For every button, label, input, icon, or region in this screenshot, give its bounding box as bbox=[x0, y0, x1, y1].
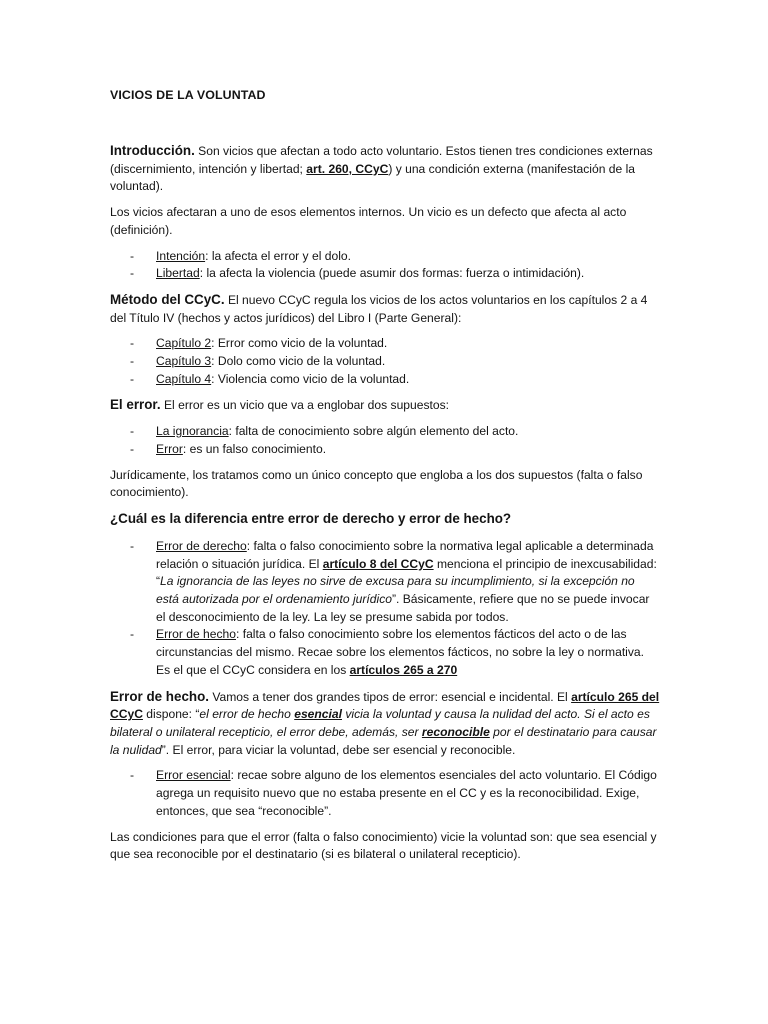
list-text: : Violencia como vicio de la voluntad. bbox=[211, 371, 410, 386]
error-text: El error es un vicio que va a englobar dos supuestos: bbox=[160, 398, 450, 413]
list-item bbox=[110, 441, 660, 459]
metodo-paragraph bbox=[110, 291, 660, 327]
list-text: : la afecta la violencia (puede asumir dos formas: fuerza o intimidación). bbox=[199, 266, 585, 281]
bullet-dash: - bbox=[130, 354, 135, 369]
vicios-paragraph: Los vicios afectaran a uno de esos elementos internos. Un vicio es un defecto que afecta al acto (definición). bbox=[110, 205, 627, 237]
list-term: Error de hecho bbox=[156, 627, 236, 642]
conclusion-paragraph: Las condiciones para que el error (falta o falso conocimiento) vicie la voluntad son: que sea esencial y que sea reconocible por el destinatario (si es bilateral o unilateral recepticio). bbox=[110, 829, 657, 862]
bullet-dash: - bbox=[130, 441, 135, 456]
derecho-text-a: : falta o falso conocimiento sobre la normativa legal aplicable a determinada relación o situación jurídica. El bbox=[156, 538, 654, 571]
chapters-list bbox=[110, 335, 660, 388]
list-term: Error esencial bbox=[156, 768, 231, 783]
error-types-list bbox=[110, 538, 660, 680]
hecho-text-a: Vamos a tener dos grandes tipos de error: esencial e incidental. El bbox=[208, 689, 572, 704]
bullet-dash: - bbox=[130, 248, 135, 263]
metodo-heading: Método del CCyC. bbox=[110, 291, 225, 307]
question-heading: ¿Cuál es la diferencia entre error de derecho y error de hecho? bbox=[110, 510, 512, 526]
bullet-dash: - bbox=[130, 627, 135, 642]
hecho-quote-a: el error de hecho bbox=[199, 707, 295, 722]
hecho-paragraph bbox=[110, 688, 660, 760]
intro-text-a: Son vicios que afectan a todo acto voluntario. Estos tienen tres condiciones externas (discernimiento, intención y libertad; bbox=[110, 144, 653, 176]
list-term: Error de derecho bbox=[156, 538, 247, 553]
intro-heading: Introducción. bbox=[110, 143, 195, 158]
derecho-text-c: ”. Básicamente, refiere que no se puede invocar el desconocimiento de la ley. La ley se presume sabida por todos. bbox=[156, 592, 650, 624]
derecho-text-b: menciona el principio de inexcusabilidad: “ bbox=[156, 556, 657, 589]
list-text: : la afecta el error y el dolo. bbox=[205, 248, 351, 263]
hecho-quote-reconocible: reconocible bbox=[421, 724, 490, 739]
hecho-text-c: ”. El error, para viciar la voluntad, debe ser esencial y reconocible. bbox=[161, 742, 516, 757]
list-item bbox=[110, 265, 660, 283]
art-8-reference: artículo 8 del CCyC bbox=[322, 556, 434, 571]
list-text: : falta de conocimiento sobre algún elemento del acto. bbox=[228, 424, 519, 439]
error-heading: El error. bbox=[110, 397, 161, 413]
bullet-dash: - bbox=[130, 538, 135, 553]
list-term: Libertad bbox=[156, 266, 200, 281]
list-item bbox=[110, 335, 660, 353]
bullet-dash: - bbox=[130, 424, 135, 439]
hecho-text-b: dispone: “ bbox=[142, 707, 200, 722]
list-term: Capítulo 2 bbox=[156, 336, 212, 351]
metodo-text: El nuevo CCyC regula los vicios de los actos voluntarios en los capítulos 2 a 4 del Título IV (hechos y actos jurídicos) del Libro I (Parte General): bbox=[110, 292, 648, 325]
list-text: : Error como vicio de la voluntad. bbox=[211, 336, 388, 351]
list-term: Capítulo 4 bbox=[156, 371, 212, 386]
juridicamente-paragraph: Jurídicamente, los tratamos como un único concepto que engloba a los dos supuestos (falta o falso conocimiento). bbox=[110, 467, 643, 500]
list-term: Error bbox=[156, 441, 183, 456]
list-term: Intención bbox=[156, 248, 206, 263]
list-item bbox=[110, 423, 660, 441]
elements-list bbox=[110, 248, 660, 283]
bullet-dash: - bbox=[130, 768, 135, 783]
hecho-heading: Error de hecho. bbox=[110, 688, 209, 704]
list-term: Capítulo 3 bbox=[156, 354, 212, 369]
intro-paragraph bbox=[110, 142, 660, 196]
list-text: : recae sobre alguno de los elementos esenciales del acto voluntario. El Código agrega un requisito nuevo que no estaba presente en el CC y es la reconocibilidad. Exige, entonces, que sea “reconocible”. bbox=[156, 768, 657, 818]
art-260-reference: art. 260, CCyC bbox=[306, 161, 389, 176]
list-text: : Dolo como vicio de la voluntad. bbox=[211, 354, 386, 369]
list-item-error-derecho bbox=[110, 538, 660, 627]
list-item-error-esencial bbox=[110, 767, 660, 820]
list-term: La ignorancia bbox=[156, 424, 229, 439]
list-item-error-hecho bbox=[110, 626, 660, 679]
list-item bbox=[110, 248, 660, 266]
bullet-dash: - bbox=[130, 371, 135, 386]
art-265-270-reference: artículos 265 a 270 bbox=[349, 662, 458, 677]
list-item bbox=[110, 353, 660, 371]
document-title: VICIOS DE LA VOLUNTAD bbox=[110, 88, 266, 102]
intro-text-b: ) y una condición externa (manifestación de la voluntad). bbox=[110, 161, 636, 194]
hecho-quote-c: por el destinatario para causar la nulidad bbox=[110, 724, 657, 757]
esencial-list bbox=[110, 767, 660, 820]
list-text: : es un falso conocimiento. bbox=[182, 441, 327, 456]
error-list bbox=[110, 423, 660, 458]
bullet-dash: - bbox=[130, 266, 135, 281]
hecho-item-text: : falta o falso conocimiento sobre los elementos fácticos del acto o de las circunstancias del mismo. Recae sobre los elementos fácticos, no sobre la ley o normativa. Es el que el CCyC considera en los bbox=[156, 627, 645, 677]
error-paragraph bbox=[110, 396, 660, 415]
list-item bbox=[110, 371, 660, 389]
hecho-quote-b: vicia la voluntad y causa la nulidad del acto. Si el acto es bilateral o unilateral recepticio, el error debe, además, ser bbox=[110, 707, 650, 739]
hecho-quote-esencial: esencial bbox=[294, 707, 342, 722]
derecho-quote: La ignorancia de las leyes no sirve de excusa para su incumplimiento, si la excepción no está autorizada por el ordenamiento jurídico bbox=[156, 574, 635, 607]
bullet-dash: - bbox=[130, 336, 135, 351]
art-265-reference: artículo 265 del CCyC bbox=[110, 689, 660, 722]
